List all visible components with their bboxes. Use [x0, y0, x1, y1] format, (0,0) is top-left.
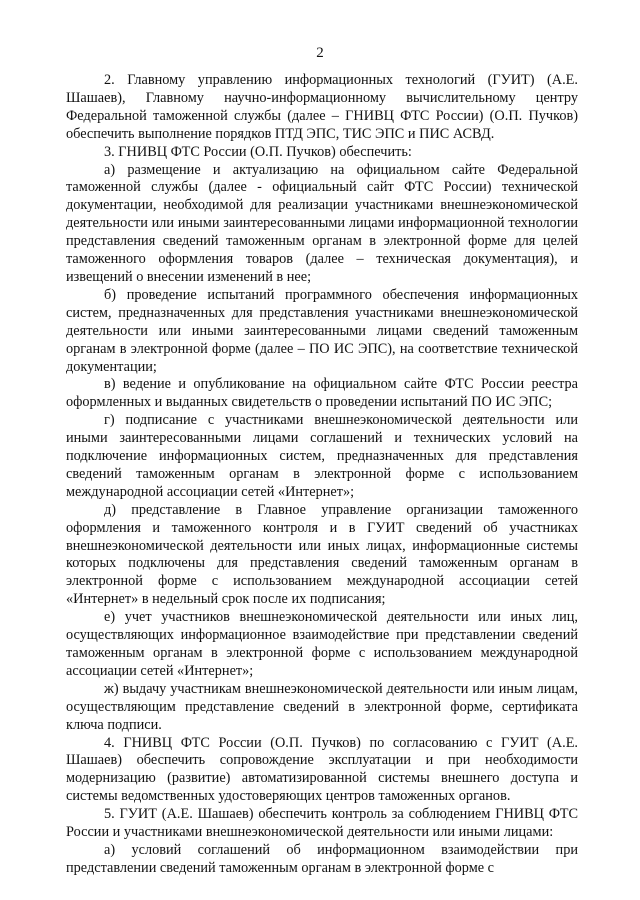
paragraph-3zh: ж) выдачу участникам внешнеэкономической деятельности или иным лицам, осуществляющим представление сведений в электронной форме, сертификата ключа подписи. [66, 680, 578, 733]
paragraph-3b: б) проведение испытаний программного обеспечения информационных систем, предназначенных для представления участниками внешнеэкономической деятельности или иными заинтересованными лицами сведений таможенным органам в электронной форме (далее – ПО ИС ЭПС), на соответствие технической документации; [66, 286, 578, 375]
paragraph-2-guit-gnivc: 2. Главному управлению информационных технологий (ГУИТ) (А.Е. Шашаев), Главному научно-информационному вычислительному центру Федеральной таможенной службы (далее – ГНИВЦ ФТС России) (О.П. Пучков) обеспечить выполнение порядков ПТД ЭПС, ТИС ЭПС и ПИС АСВД. [66, 72, 578, 142]
paragraph-3v: в) ведение и опубликование на официальном сайте ФТС России реестра оформленных и выданных свидетельств о проведении испытаний ПО ИС ЭПС; [66, 376, 578, 411]
paragraph-3d: д) представление в Главное управление организации таможенного оформления и таможенного контроля и в ГУИТ сведений об участниках внешнеэкономической деятельности или иных лицах, информационные системы которых подключены для представления сведений таможенным органам в электронной форме с использованием международной ассоциации сетей «Интернет» в недельный срок после их подписания; [66, 501, 578, 608]
paragraph-5a: а) условий соглашений об информационном взаимодействии при представлении сведений таможенным органам в электронной форме с [66, 841, 578, 876]
paragraph-3-heading: 3. ГНИВЦ ФТС России (О.П. Пучков) обеспечить: [104, 143, 412, 160]
paragraph-3g: г) подписание с участниками внешнеэкономической деятельности или иными заинтересованными лицами соглашений и технических условий на подключение информационных систем, предназначенных для представления сведений таможенным органам в электронной форме с использованием международной ассоциации сетей «Интернет»; [66, 412, 578, 500]
paragraph-3a: а) размещение и актуализацию на официальном сайте Федеральной таможенной службы (далее - официальный сайт ФТС России) технической документации, необходимой для реализации участниками внешнеэкономической деятельности или иными заинтересованными лицами информационной технологии представления сведений таможенным органам в электронной форме для целей таможенного оформления товаров (далее – техническая документация), и извещений о внесении изменений в нее; [66, 161, 578, 285]
page-number: 2 [316, 45, 324, 61]
document-body [66, 72, 578, 878]
paragraph-5: 5. ГУИТ (А.Е. Шашаев) обеспечить контроль за соблюдением ГНИВЦ ФТС России и участниками внешнеэкономической деятельности или иными лицами: [66, 806, 578, 841]
paragraph-3e: е) учет участников внешнеэкономической деятельности или иных лиц, осуществляющих информационное взаимодействие при представлении сведений таможенным органам в электронной форме с использованием международной ассоциации сетей «Интернет»; [66, 609, 578, 679]
paragraph-4: 4. ГНИВЦ ФТС России (О.П. Пучков) по согласованию с ГУИТ (А.Е. Шашаев) обеспечить сопровождение эксплуатации и при необходимости модернизацию (развитие) автоматизированной системы внешнего доступа и системы ведомственных удостоверяющих центров таможенных органов. [66, 734, 578, 805]
